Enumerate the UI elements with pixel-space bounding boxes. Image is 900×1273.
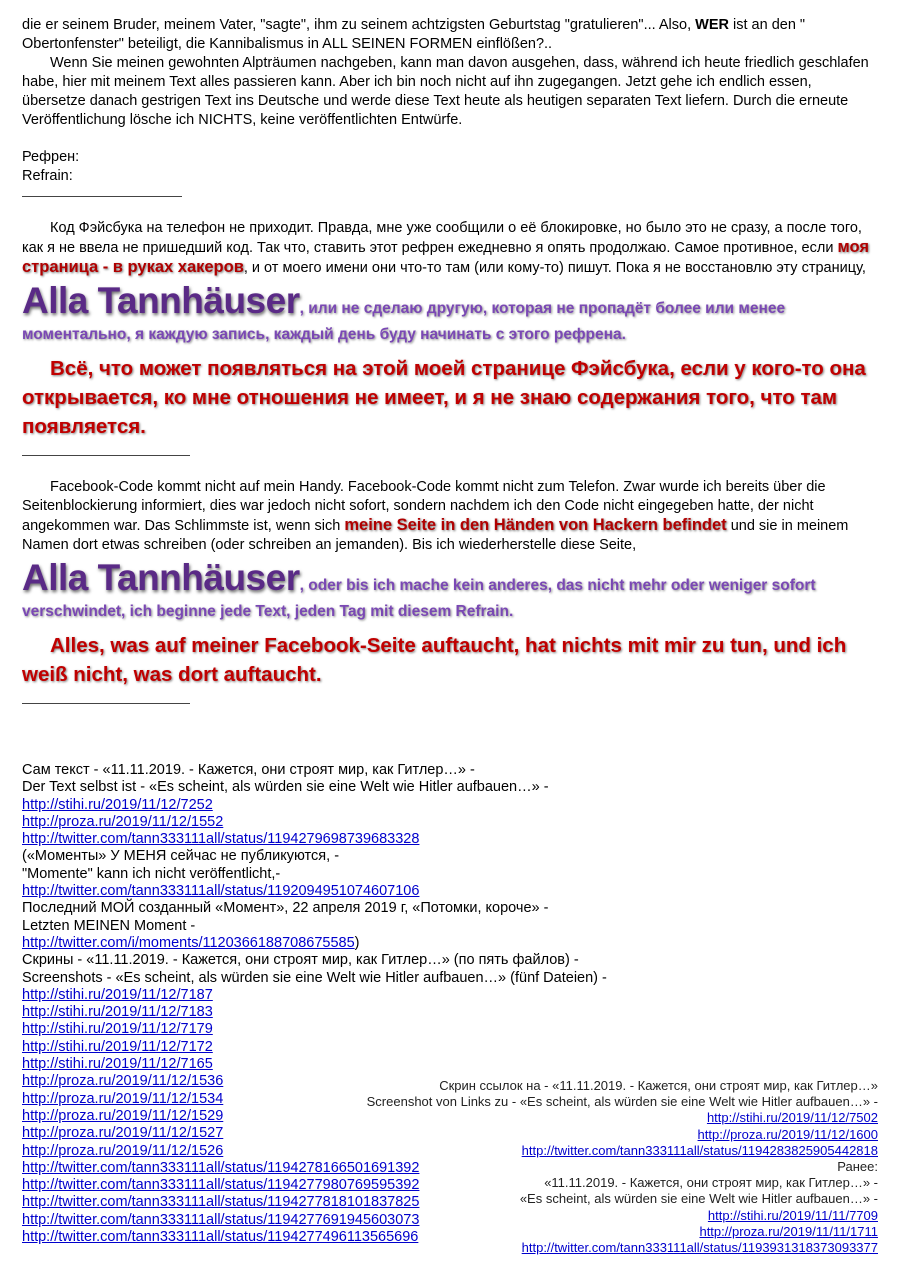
purple-text: , oder bis ich mache kein anderes, das nicht mehr oder weniger sofort verschwindet, ich beginne jede Text, jeden Tag mit diesem Refrain. bbox=[22, 577, 816, 620]
de-disclaimer: Alles, was auf meiner Facebook-Seite auftaucht, hat nichts mit mir zu tun, und ich weiß nicht, was dort auftaucht. bbox=[22, 634, 847, 686]
link[interactable]: http://proza.ru/2019/11/12/1552 bbox=[22, 813, 224, 830]
link[interactable]: http://twitter.com/tann333111all/status/1194283825905442818 bbox=[521, 1142, 878, 1158]
hackers-highlight: meine Seite in den Händen von Hackern befindet bbox=[344, 516, 727, 534]
ru-disclaimer: Всё, что может появляться на этой моей странице Фэйсбука, если у кого-то она открывается, ко мне отношения не имеет, и я не знаю содержания того, что там появляется. bbox=[22, 357, 866, 438]
link[interactable]: http://stihi.ru/2019/11/12/7165 bbox=[22, 1056, 213, 1073]
link[interactable]: http://twitter.com/tann333111all/status/1194277980769595392 bbox=[22, 1177, 420, 1194]
link[interactable]: http://proza.ru/2019/11/12/1600 bbox=[697, 1126, 878, 1142]
author-name: Alla Tannhäuser bbox=[22, 280, 300, 321]
link[interactable]: http://proza.ru/2019/11/11/1711 bbox=[699, 1223, 878, 1239]
text-line: Screenshot von Links zu - «Es scheint, als würden sie eine Welt wie Hitler aufbauen…» - bbox=[366, 1094, 878, 1110]
text-span: , и от моего имени они что-то там (или кому-то) пишут. Пока я не восстановлю эту страницу, bbox=[243, 260, 866, 276]
text-line: "Momente" kann ich nicht veröffentlicht,- bbox=[22, 865, 281, 882]
text-line: («Моменты» У МЕНЯ сейчас не публикуются, - bbox=[22, 848, 340, 865]
link[interactable]: http://twitter.com/tann333111all/status/1194278166501691392 bbox=[22, 1159, 420, 1176]
link[interactable]: http://stihi.ru/2019/11/12/7252 bbox=[22, 796, 213, 813]
link[interactable]: http://stihi.ru/2019/11/12/7183 bbox=[22, 1004, 213, 1021]
text-line: Скрин ссылок на - «11.11.2019. - Кажется, они строят мир, как Гитлер…» bbox=[439, 1078, 878, 1093]
link[interactable]: http://stihi.ru/2019/11/11/7709 bbox=[707, 1207, 878, 1223]
text-line: Скрины - «11.11.2019. - Кажется, они строят мир, как Гитлер…» (по пять файлов) - bbox=[22, 952, 579, 969]
link[interactable]: http://twitter.com/tann333111all/status/1193931318373093377 bbox=[521, 1240, 878, 1256]
document-body bbox=[22, 16, 878, 704]
intro-paragraph-1 bbox=[22, 16, 878, 54]
text-span: ist an den " Obertonfenster" beteiligt, die Kannibalismus in ALL SEINEN FORMEN einflößen?.. bbox=[22, 17, 806, 52]
author-name: Alla Tannhäuser bbox=[22, 557, 300, 598]
text-span: und sie in meinem Namen dort etwas schreiben (oder schreiben an jemanden). Bis ich wiederherstelle diese Seite, bbox=[22, 518, 849, 553]
bold-word: WER bbox=[695, 17, 729, 33]
divider bbox=[22, 196, 182, 197]
divider bbox=[22, 703, 190, 704]
text-line: Letzten MEINEN Moment - bbox=[22, 917, 196, 934]
intro-paragraph-2: Wenn Sie meinen gewohnten Alpträumen nachgeben, kann man davon ausgehen, dass, während ich heute friedlich geschlafen habe, hier mit meinem Text alles passieren kann. Aber ich bin noch nicht auf ihn zugegangen. Jetzt gehe ich endlich essen, übersetze danach gestrigen Text ins Deutsche und werde diese Text heute als heutigen separaten Text liefern. Durch die erneute Veröffentlichung lösche ich NICHTS, keine veröffentlichten Entwürfe. bbox=[22, 55, 869, 128]
purple-text: , или не сделаю другую, которая не пропадёт более или менее моментально, я каждую запись, каждый день буду начинать с этого рефрена. bbox=[22, 300, 786, 343]
link[interactable]: http://twitter.com/tann333111all/status/1194277691945603073 bbox=[22, 1211, 420, 1228]
text-line: «11.11.2019. - Кажется, они строят мир, как Гитлер…» - bbox=[544, 1175, 878, 1191]
link[interactable]: http://proza.ru/2019/11/12/1527 bbox=[22, 1125, 224, 1142]
ru-name-line bbox=[22, 280, 878, 348]
text-span: Код Фэйсбука на телефон не приходит. Правда, мне уже сообщили о её блокировке, но было это не сразу, а после того, как я не ввела не пришедший код. Так что, ставить этот рефрен ежедневно я опять продолжаю. Самое противное, если bbox=[22, 220, 862, 256]
link[interactable]: http://stihi.ru/2019/11/12/7172 bbox=[22, 1038, 213, 1055]
screenshot-links-box bbox=[318, 1078, 878, 1256]
text-line: Последний МОЙ созданный «Момент», 22 апреля 2019 г, «Потомки, короче» - bbox=[22, 900, 549, 917]
link[interactable]: http://twitter.com/tann333111all/status/1192094951074607106 bbox=[22, 883, 420, 900]
divider bbox=[22, 455, 190, 456]
link[interactable]: http://stihi.ru/2019/11/12/7179 bbox=[22, 1021, 213, 1038]
link[interactable]: http://twitter.com/tann333111all/status/1194279698739683328 bbox=[22, 831, 420, 848]
link[interactable]: http://twitter.com/tann333111all/status/1194277818101837825 bbox=[22, 1194, 420, 1211]
de-name-line bbox=[22, 557, 878, 625]
text-line: Ранее: bbox=[837, 1159, 878, 1175]
link[interactable]: http://proza.ru/2019/11/12/1526 bbox=[22, 1142, 224, 1159]
text-span: ) bbox=[354, 934, 360, 951]
link[interactable]: http://proza.ru/2019/11/12/1536 bbox=[22, 1073, 224, 1090]
text-span: die er seinem Bruder, meinem Vater, "sagte", ihm zu seinem achtzigsten Geburtstag "gratulieren"... Also, bbox=[22, 17, 696, 33]
text-line: «Es scheint, als würden sie eine Welt wie Hitler aufbauen…» - bbox=[519, 1191, 878, 1207]
ru-refrain-paragraph bbox=[22, 219, 878, 278]
text-line: Screenshots - «Es scheint, als würden sie eine Welt wie Hitler aufbauen…» (fünf Dateien) - bbox=[22, 969, 607, 986]
refrain-label-ru: Рефрен: bbox=[22, 149, 80, 165]
link[interactable]: http://stihi.ru/2019/11/12/7187 bbox=[22, 986, 213, 1003]
link[interactable]: http://twitter.com/i/moments/1120366188708675585 bbox=[22, 934, 355, 951]
link[interactable]: http://stihi.ru/2019/11/12/7502 bbox=[706, 1110, 878, 1126]
text-line: Сам текст - «11.11.2019. - Кажется, они строят мир, как Гитлер…» - bbox=[22, 762, 475, 778]
hackers-highlight: моя страница - в руках хакеров bbox=[22, 238, 869, 276]
refrain-label-de: Refrain: bbox=[22, 168, 73, 184]
de-refrain-paragraph bbox=[22, 478, 878, 555]
link[interactable]: http://twitter.com/tann333111all/status/1194277496113565696 bbox=[22, 1229, 419, 1246]
text-span: Facebook-Code kommt nicht auf mein Handy. Facebook-Code kommt nicht zum Telefon. Zwar wurde ich bereits über die Seitenblockierung informiert, dies war jedoch nicht sofort, sondern nachdem ich den Code nicht eingegeben hatte, der nicht angekommen war. Das Schlimmste ist, wenn sich bbox=[22, 479, 826, 534]
link[interactable]: http://proza.ru/2019/11/12/1534 bbox=[22, 1090, 224, 1107]
text-line: Der Text selbst ist - «Es scheint, als würden sie eine Welt wie Hitler aufbauen…» - bbox=[22, 779, 549, 796]
link[interactable]: http://proza.ru/2019/11/12/1529 bbox=[22, 1107, 224, 1124]
